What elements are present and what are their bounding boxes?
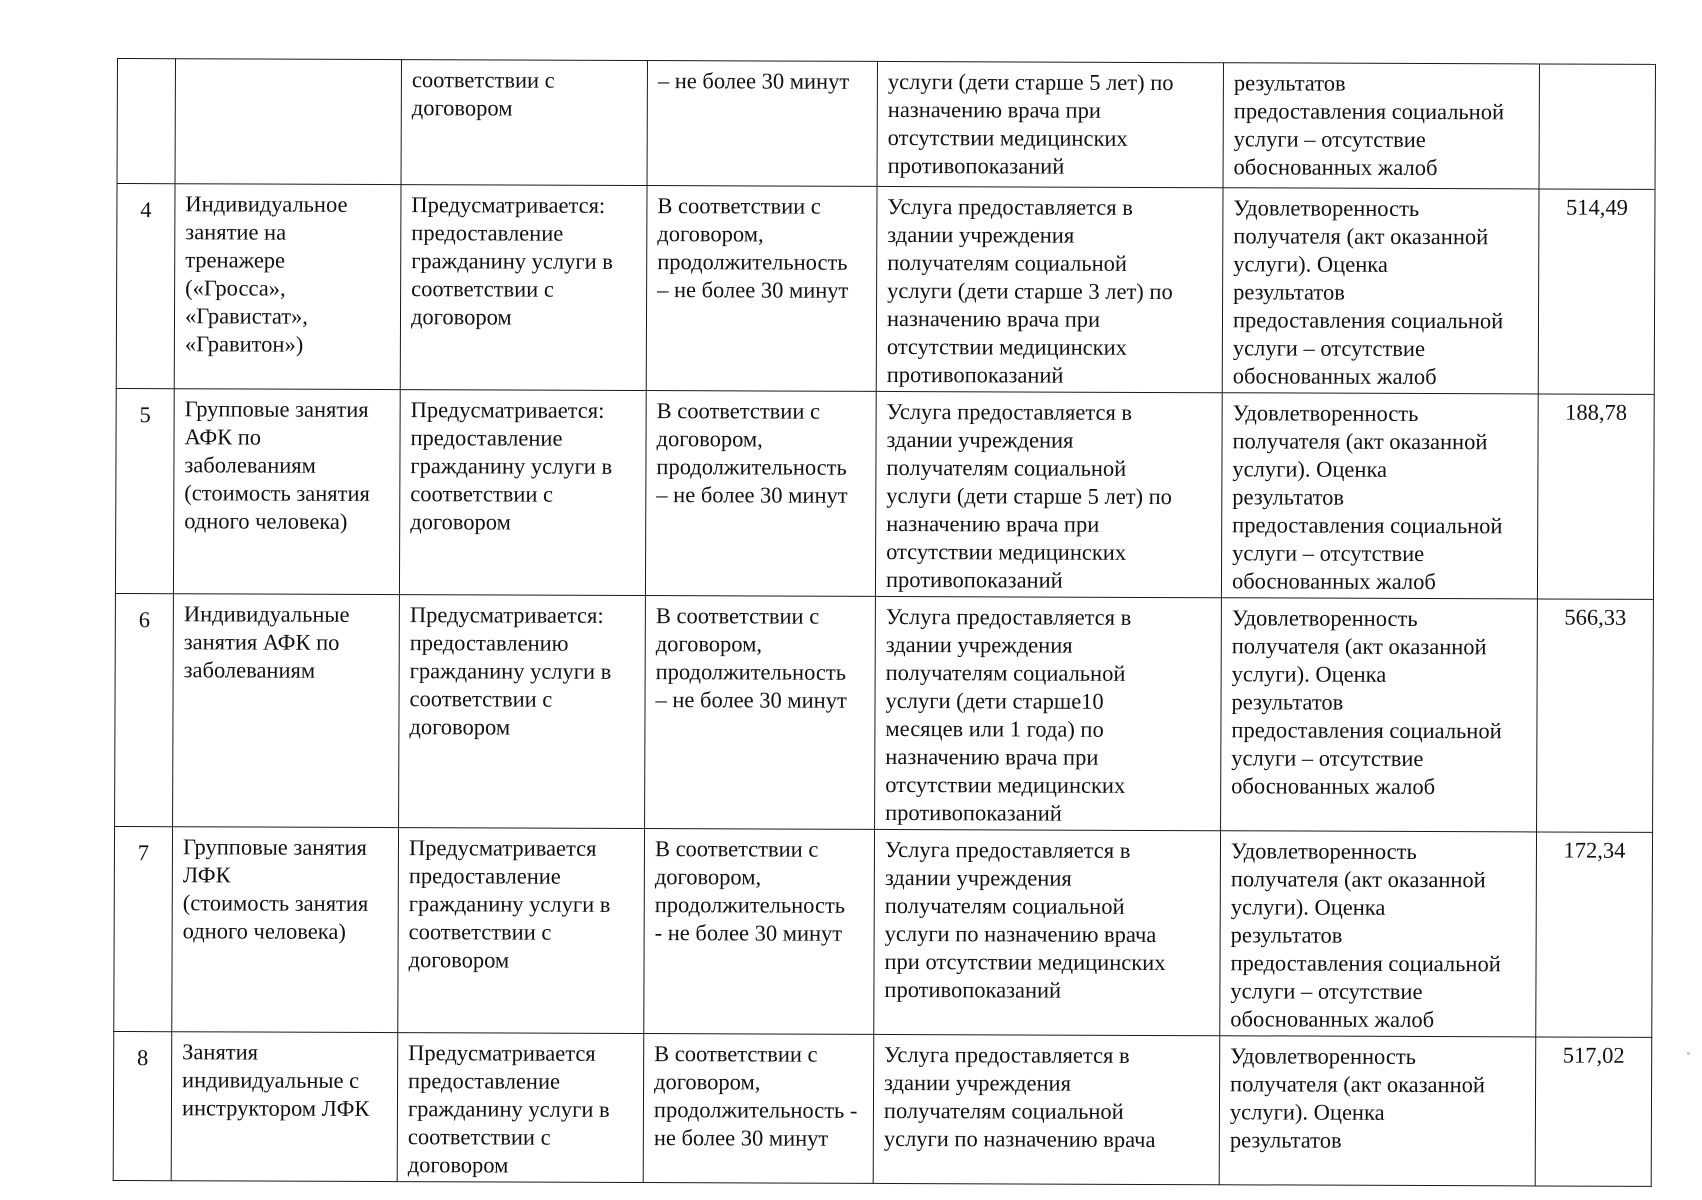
cell-conditions: Услуга предоставляется в здании учреждения получателям социальной услуги (дети старше10 месяцев или 1 года) по назначению врача при отсутствии медицинских противопоказаний xyxy=(875,596,1222,830)
cell-terms: В соответствии с договором, продолжительность - не более 30 минут xyxy=(643,1034,874,1184)
cell-num: 8 xyxy=(113,1031,172,1180)
cell-provision: Предусматривается: предоставление гражданину услуги в соответствии с договором xyxy=(400,185,647,391)
table-row xyxy=(115,593,1654,832)
cell-num: 7 xyxy=(114,826,173,1031)
cell-evaluation: результатов предоставления социальной услуги – отсутствие обоснованных жалоб xyxy=(1223,63,1539,189)
cell-name: Групповые занятия ЛФК (стоимость занятия одного человека) xyxy=(172,827,399,1033)
cell-evaluation: Удовлетворенность получателя (акт оказанной услуги). Оценка результатов предоставления социальной услуги – отсутствие обоснованных жалоб xyxy=(1222,188,1539,394)
cell-name: Занятия индивидуальные с инструктором ЛФК xyxy=(171,1032,398,1182)
cell-price: 517,02 xyxy=(1535,1037,1652,1186)
table-row xyxy=(113,1031,1652,1186)
cell-evaluation: Удовлетворенность получателя (акт оказанной услуги). Оценка результатов предоставления социальной услуги – отсутствие обоснованных жалоб xyxy=(1221,393,1538,599)
cell-name: Групповые занятия АФК по заболеваниям (стоимость занятия одного человека) xyxy=(173,389,400,595)
cell-conditions: Услуга предоставляется в здании учреждения получателям социальной услуги (дети старше 5 лет) по назначению врача при отсутствии медицинских противопоказаний xyxy=(875,391,1222,597)
cell-provision: Предусматривается предоставление гражданину услуги в соответствии с договором xyxy=(398,828,645,1034)
cell-evaluation: Удовлетворенность получателя (акт оказанной услуги). Оценка результатов предоставления социальной услуги – отсутствие обоснованных жалоб xyxy=(1221,598,1538,832)
cell-num: 4 xyxy=(116,184,175,389)
cell-name: Индивидуальное занятие на тренажере («Гросса», «Гравистат», «Гравитон») xyxy=(174,184,401,390)
cell-terms: В соответствии с договором, продолжительность - не более 30 минут xyxy=(644,829,875,1035)
cell-price: 566,33 xyxy=(1537,599,1654,832)
cell-num: 5 xyxy=(115,388,174,593)
table-row xyxy=(115,388,1654,599)
cell-num xyxy=(117,59,175,184)
cell-terms: – не более 30 минут xyxy=(647,61,877,187)
cell-name: Индивидуальные занятия АФК по заболеваниям xyxy=(173,594,400,828)
cell-price: 172,34 xyxy=(1536,832,1653,1037)
cell-evaluation: Удовлетворенность получателя (акт оказанной услуги). Оценка результатов предоставления социальной услуги – отсутствие обоснованных жалоб xyxy=(1220,831,1537,1037)
cell-conditions: услуги (дети старше 5 лет) по назначению врача при отсутствии медицинских противопоказаний xyxy=(877,61,1223,187)
cell-name xyxy=(175,59,401,185)
cell-price xyxy=(1539,64,1655,189)
table-row xyxy=(116,184,1655,395)
scan-speck xyxy=(1687,1052,1690,1055)
cell-evaluation: Удовлетворенность получателя (акт оказанной услуги). Оценка результатов xyxy=(1219,1036,1536,1186)
services-table xyxy=(113,58,1656,1187)
cell-num: 6 xyxy=(115,593,174,826)
cell-price: 188,78 xyxy=(1537,394,1654,599)
cell-provision: Предусматривается: предоставление гражданину услуги в соответствии с договором xyxy=(399,390,646,596)
cell-terms: В соответствии с договором, продолжительность – не более 30 минут xyxy=(645,391,876,597)
cell-conditions: Услуга предоставляется в здании учреждения получателям социальной услуги по назначению врача xyxy=(873,1034,1220,1184)
cell-price: 514,49 xyxy=(1538,189,1655,394)
cell-conditions: Услуга предоставляется в здании учреждения получателям социальной услуги по назначению врача при отсутствии медицинских противопоказаний xyxy=(874,829,1221,1035)
table-row-continuation xyxy=(117,59,1655,190)
cell-provision: соответствии с договором xyxy=(401,60,647,186)
cell-provision: Предусматривается: предоставлению гражданину услуги в соответствии с договором xyxy=(399,595,646,829)
table-row xyxy=(114,826,1653,1037)
cell-terms: В соответствии с договором, продолжительность – не более 30 минут xyxy=(646,186,877,392)
cell-conditions: Услуга предоставляется в здании учреждения получателям социальной услуги (дети старше 3 лет) по назначению врача при отсутствии медицинских противопоказаний xyxy=(876,186,1223,392)
cell-provision: Предусматривается предоставление гражданину услуги в соответствии с договором xyxy=(397,1033,644,1183)
cell-terms: В соответствии с договором, продолжительность – не более 30 минут xyxy=(645,596,876,830)
